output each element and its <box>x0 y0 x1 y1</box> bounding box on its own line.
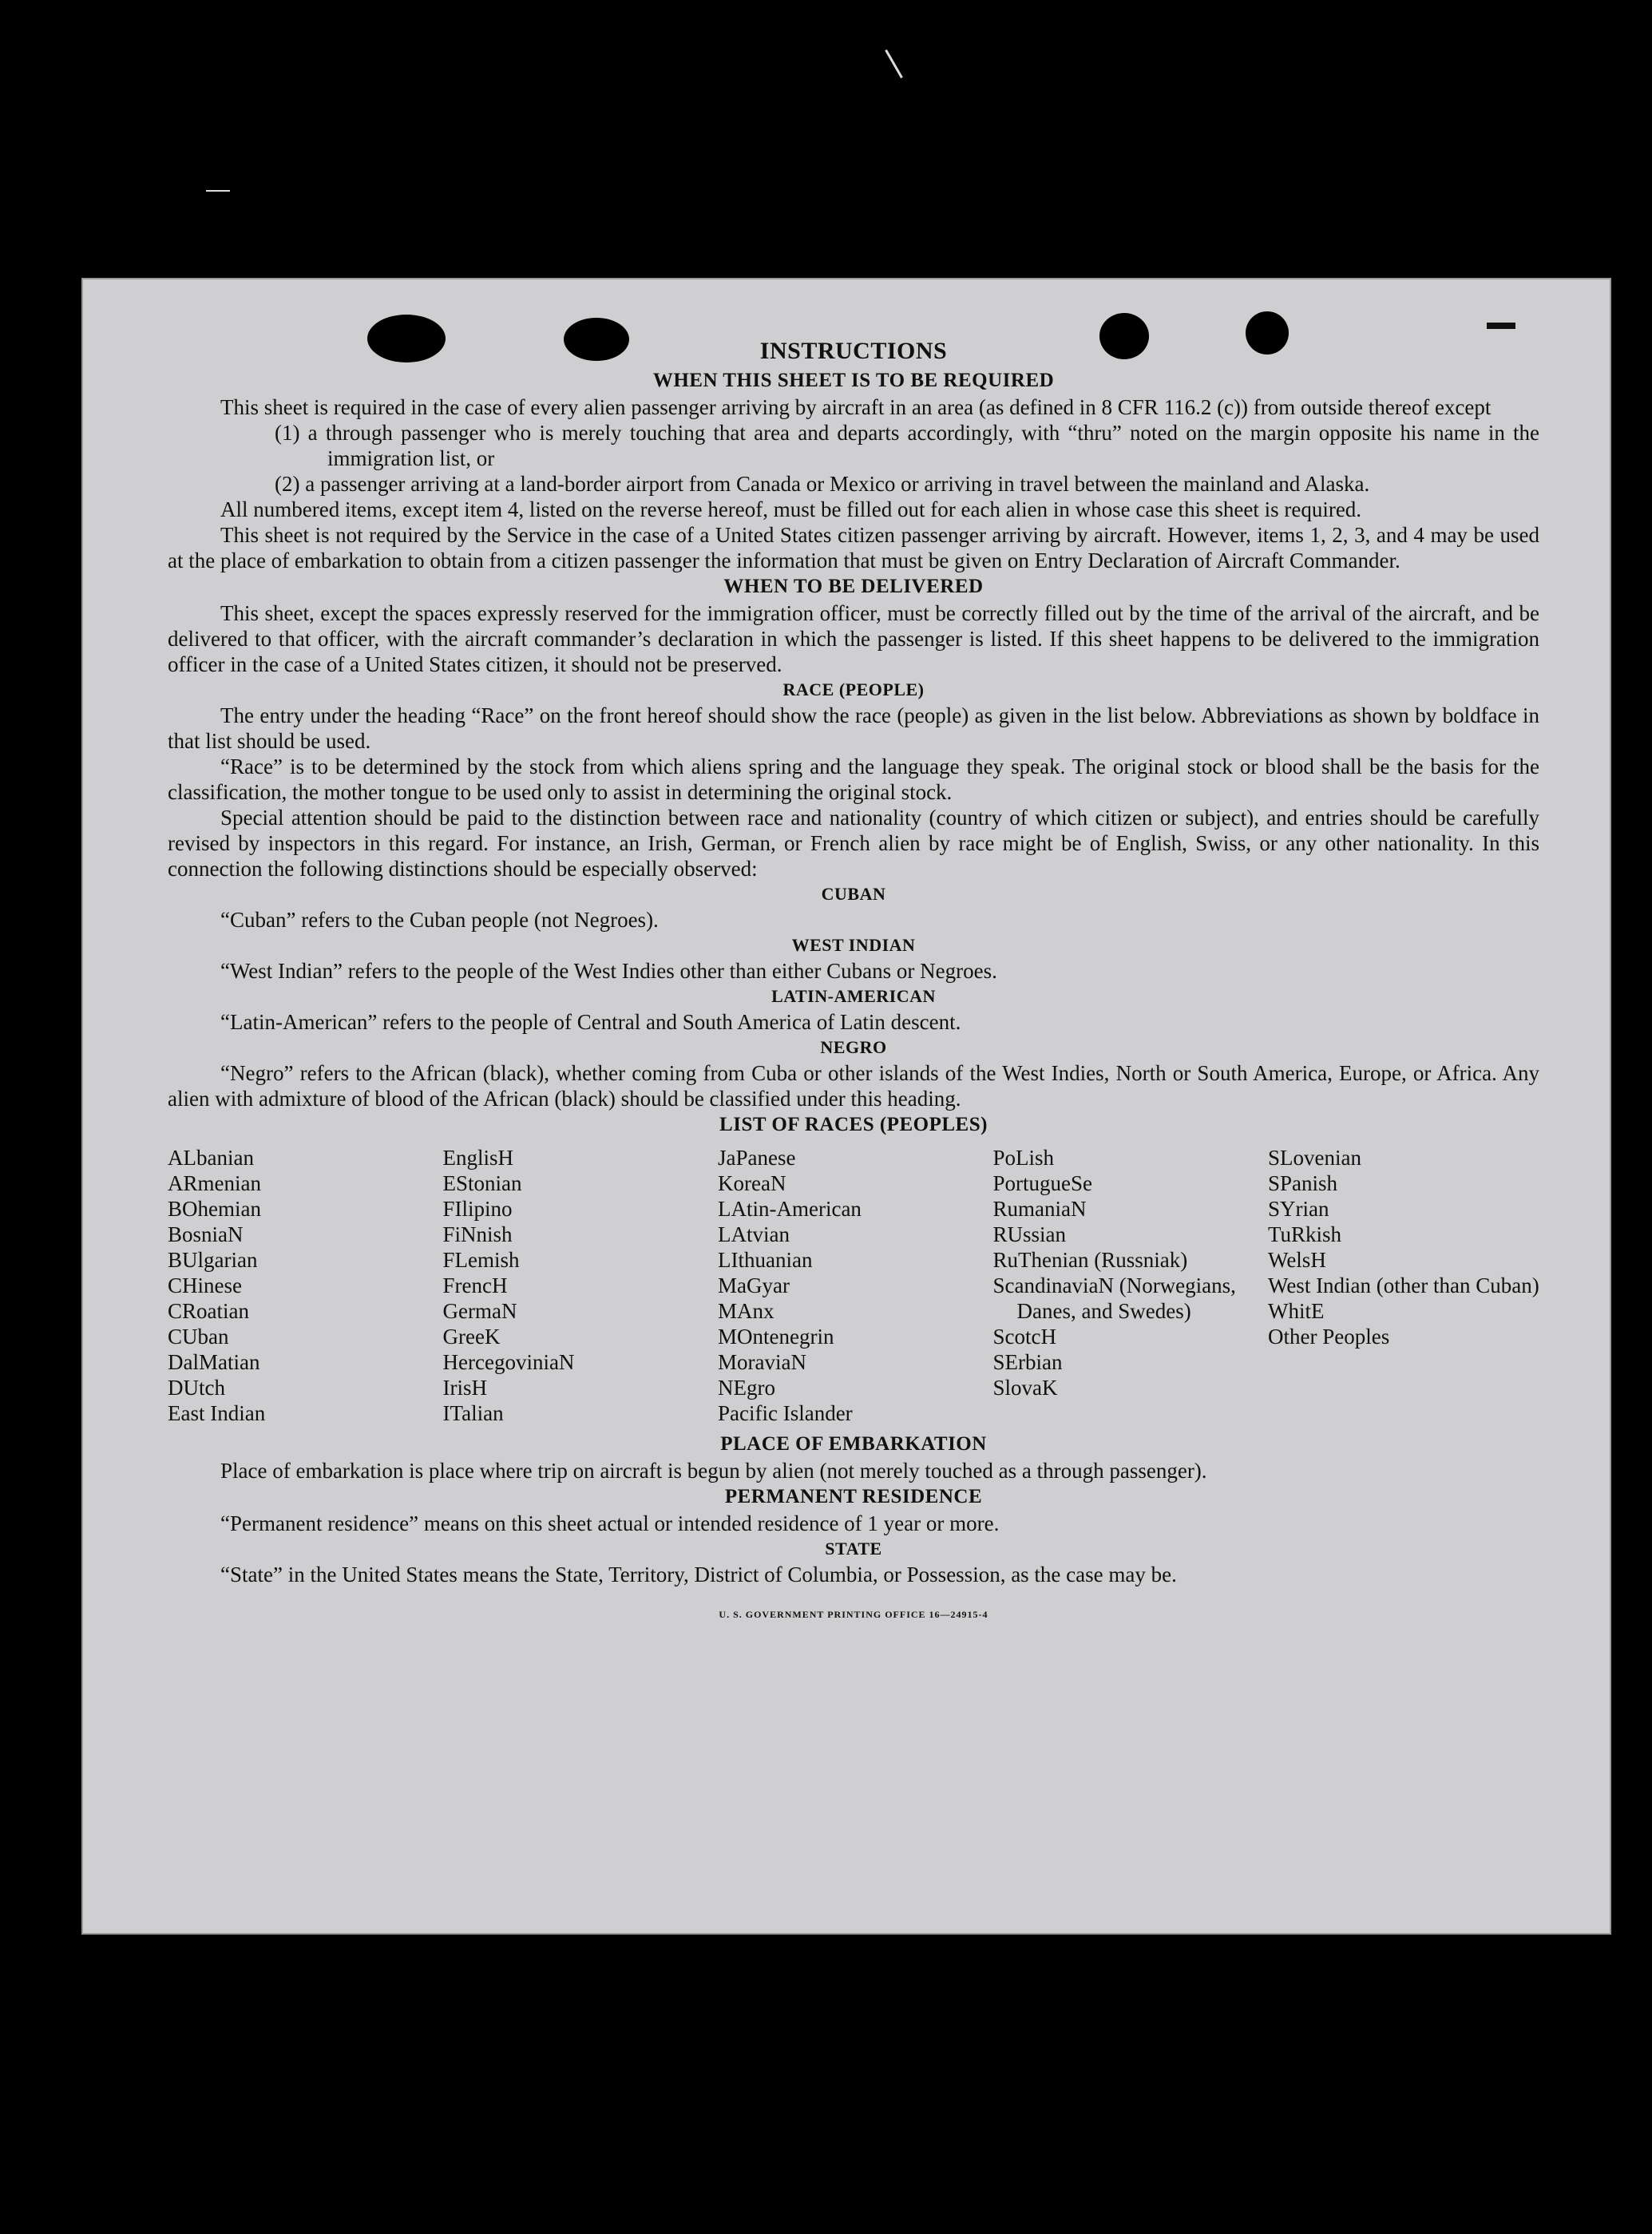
section-heading: STATE <box>825 1539 882 1559</box>
paragraph: This sheet is not required by the Service in the case of a United States citizen passenger arriving by aircraft. However, items 1, 2, 3, and 4 may be used at the place of embarkation to obtain from a citizen passenger the information that must be given on Entry Declaration of Aircraft Commander. <box>168 523 1539 572</box>
section-heading: RACE (PEOPLE) <box>782 679 925 699</box>
printer-imprint: U. S. GOVERNMENT PRINTING OFFICE 16—24915-4 <box>719 1609 988 1620</box>
section-heading: WHEN TO BE DELIVERED <box>723 576 984 597</box>
section-heading: PERMANENT RESIDENCE <box>724 1486 983 1507</box>
race-item: SErbian <box>992 1350 1063 1374</box>
race-item: CHinese <box>168 1273 242 1297</box>
race-column <box>168 1145 439 1426</box>
race-item: MOntenegrin <box>718 1325 834 1349</box>
race-item: NEgro <box>718 1376 775 1400</box>
race-item: FrencH <box>442 1273 508 1297</box>
race-item: LAtin-American <box>718 1197 862 1221</box>
race-item: IrisH <box>442 1376 487 1400</box>
race-item: Pacific Islander <box>718 1401 853 1425</box>
instructions-body <box>168 335 1539 1627</box>
race-column <box>718 1145 989 1426</box>
paragraph: “Permanent residence” means on this sheet actual or intended residence of 1 year or more. <box>220 1511 1000 1535</box>
speck <box>1487 323 1515 329</box>
paragraph: This sheet is required in the case of every alien passenger arriving by aircraft in an area (as defined in 8 CFR 116.2 (c)) from outside thereof except <box>220 395 1492 419</box>
section-heading: PLACE OF EMBARKATION <box>720 1433 987 1455</box>
race-item: SlovaK <box>992 1376 1058 1400</box>
race-item: SLovenian <box>1268 1146 1361 1170</box>
race-item: WelsH <box>1268 1248 1326 1272</box>
paragraph: “Latin-American” refers to the people of Central and South America of Latin descent. <box>220 1010 961 1034</box>
page-title: INSTRUCTIONS <box>759 338 948 364</box>
race-item: MoraviaN <box>718 1350 806 1374</box>
race-item: BUlgarian <box>168 1248 258 1272</box>
section-heading: NEGRO <box>820 1037 887 1057</box>
paragraph: “West Indian” refers to the people of the West Indies other than either Cubans or Negroes. <box>220 959 997 983</box>
race-item: Other Peoples <box>1268 1325 1390 1349</box>
paragraph: Place of embarkation is place where trip on aircraft is begun by alien (not merely touched as a through passenger). <box>220 1459 1207 1483</box>
race-item: JaPanese <box>718 1146 796 1170</box>
section-heading: WEST INDIAN <box>791 935 916 955</box>
race-item: ScandinaviaN (Norwegians, Danes, and Swedes) <box>992 1273 1236 1323</box>
paragraph: All numbered items, except item 4, listed on the reverse hereof, must be filled out for each alien in whose case this sheet is required. <box>220 497 1362 521</box>
paragraph: “Race” is to be determined by the stock from which aliens spring and the language they speak. The original stock or blood shall be the basis for the classification, the mother tongue to be used only to assist in determining the original stock. <box>168 755 1539 804</box>
race-item: EStonian <box>442 1171 522 1195</box>
paragraph: This sheet, except the spaces expressly reserved for the immigration officer, must be correctly filled out by the time of the arrival of the aircraft, and be delivered to that officer, with the aircraft commander’s declaration in which the passenger is listed. If this sheet happens to be delivered to the immigration officer in the case of a United States citizen, it should not be preserved. <box>168 601 1539 676</box>
race-item: FIlipino <box>442 1197 513 1221</box>
race-item: EnglisH <box>442 1146 514 1170</box>
paragraph: “Negro” refers to the African (black), whether coming from Cuba or other islands of the West Indies, North or South America, Europe, or Africa. Any alien with admixture of blood of the African (black) should be classified under this heading. <box>168 1061 1539 1111</box>
section-heading: LATIN-AMERICAN <box>771 986 936 1006</box>
race-item: MaGyar <box>718 1273 790 1297</box>
race-item: GreeK <box>442 1325 501 1349</box>
race-column <box>1268 1145 1539 1426</box>
instruction-sheet <box>81 278 1611 1935</box>
list-item: (1) a through passenger who is merely touching that area and departs accordingly, with “thru” noted on the margin opposite his name in the immigration list, or <box>275 421 1539 470</box>
race-item: CUban <box>168 1325 229 1349</box>
race-item: ITalian <box>442 1401 504 1425</box>
race-item: TuRkish <box>1268 1222 1342 1246</box>
race-item: DUtch <box>168 1376 225 1400</box>
paragraph: The entry under the heading “Race” on the front hereof should show the race (people) as given in the list below. Abbreviations as shown by boldface in that list should be used. <box>168 703 1539 753</box>
race-item: East Indian <box>168 1401 266 1425</box>
race-item: SYrian <box>1268 1197 1329 1221</box>
race-column <box>993 1145 1265 1426</box>
section-heading: WHEN THIS SHEET IS TO BE REQUIRED <box>652 370 1055 391</box>
paragraph: “State” in the United States means the State, Territory, District of Columbia, or Possession, as the case may be. <box>220 1563 1177 1586</box>
race-item: WhitE <box>1268 1299 1325 1323</box>
race-item: CRoatian <box>168 1299 249 1323</box>
race-item: BosniaN <box>168 1222 244 1246</box>
scan-mark <box>885 50 903 78</box>
race-item: LIthuanian <box>718 1248 813 1272</box>
paragraph: “Cuban” refers to the Cuban people (not Negroes). <box>220 908 659 932</box>
race-item: RumaniaN <box>992 1197 1087 1221</box>
race-item: PortugueSe <box>992 1171 1092 1195</box>
race-column <box>443 1145 715 1426</box>
race-list <box>168 1145 1539 1426</box>
section-heading: CUBAN <box>821 884 886 904</box>
race-item: ARmenian <box>168 1171 261 1195</box>
race-item: DalMatian <box>168 1350 260 1374</box>
race-item: HercegoviniaN <box>442 1350 575 1374</box>
race-item: ScotcH <box>992 1325 1056 1349</box>
race-item: RUssian <box>992 1222 1067 1246</box>
race-item: ALbanian <box>168 1146 254 1170</box>
section-heading: LIST OF RACES (PEOPLES) <box>719 1114 988 1135</box>
scan-mark <box>206 190 230 192</box>
race-item: KoreaN <box>718 1171 786 1195</box>
race-item: LAtvian <box>718 1222 790 1246</box>
race-item: MAnx <box>718 1299 774 1323</box>
paragraph: Special attention should be paid to the distinction between race and nationality (country of which citizen or subject), and entries should be carefully revised by inspectors in this regard. For instance, an Irish, German, or French alien by race might be of English, Swiss, or any other nationality. In this connection the following distinctions should be especially observed: <box>168 806 1539 881</box>
list-item: (2) a passenger arriving at a land-border airport from Canada or Mexico or arriving in travel between the mainland and Alaska. <box>275 472 1370 496</box>
race-item: FLemish <box>442 1248 520 1272</box>
race-item: RuThenian (Russniak) <box>992 1248 1188 1272</box>
race-item: West Indian (other than Cuban) <box>1268 1273 1539 1297</box>
race-item: SPanish <box>1268 1171 1338 1195</box>
race-item: PoLish <box>992 1146 1055 1170</box>
race-item: FiNnish <box>442 1222 513 1246</box>
race-item: BOhemian <box>168 1197 261 1221</box>
race-item: GermaN <box>442 1299 517 1323</box>
